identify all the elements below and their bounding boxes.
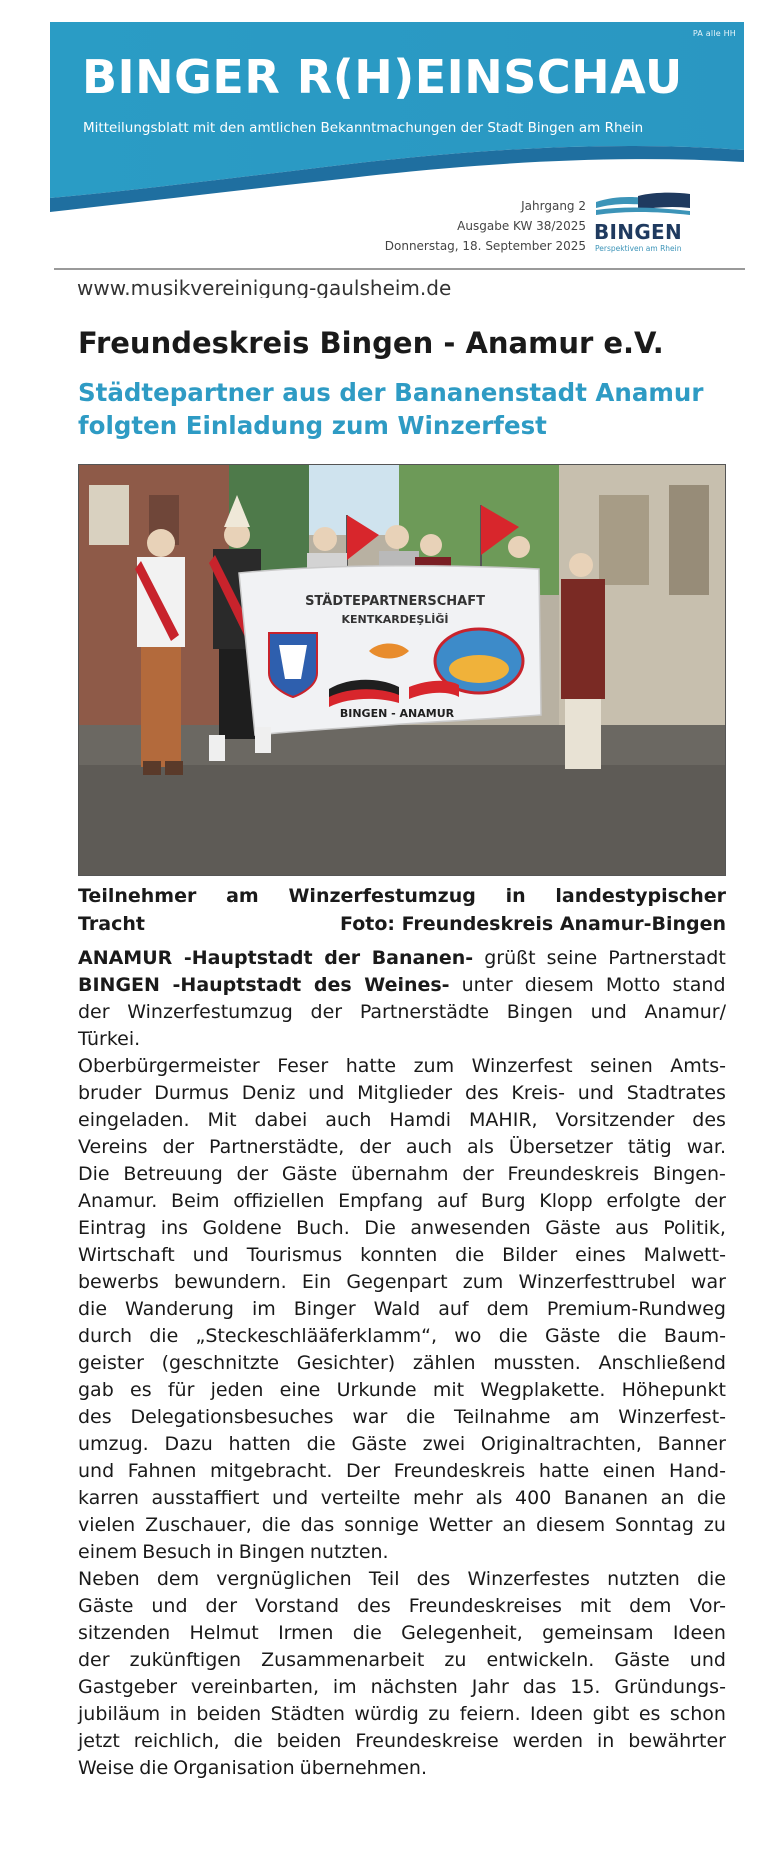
- body-line: Neben dem vergnüglichen Teil des Winzerfestes nutzten die: [78, 1568, 726, 1590]
- headline-line: folgten Einladung zum Winzerfest: [78, 411, 547, 440]
- body-line: Weise die Organisation übernehmen.: [78, 1757, 427, 1779]
- article: [0, 276, 761, 1862]
- body-line: und Fahnen mitgebracht. Der Freundeskreis hatte einen Hand-: [78, 1460, 726, 1482]
- article-photo: [78, 464, 726, 876]
- body-line: sitzenden Helmut Irmen die Gelegenheit, gemeinsam Ideen: [78, 1622, 726, 1644]
- caption-line2: [78, 910, 726, 938]
- body-line: karren ausstaffiert und verteilte mehr als 400 Bananen an die: [78, 1487, 726, 1509]
- issue-volume: Jahrgang 2: [521, 199, 586, 213]
- masthead-small-note: PA alle HH: [692, 29, 736, 38]
- lead-bold2: BINGEN -Hauptstadt des Weines-: [78, 974, 450, 996]
- body-line: bruder Durmus Deniz und Mitglieder des Kreis- und Stadtrates: [78, 1082, 726, 1104]
- article-body: [78, 945, 726, 1782]
- lead-text1: grüßt seine Partnerstadt: [473, 947, 726, 969]
- body-line: Anamur. Beim offiziellen Empfang auf Burg Klopp erfolgte der: [78, 1190, 726, 1212]
- lead-line1: [78, 945, 726, 972]
- caption-line1: Teilnehmer am Winzerfestumzug in landestypischer: [78, 885, 726, 907]
- lead-line2: [78, 972, 726, 999]
- bingen-logo: [594, 190, 694, 254]
- caption-left: Tracht: [78, 913, 145, 935]
- body-line: Oberbürgermeister Feser hatte zum Winzerfest seinen Amts-: [78, 1055, 726, 1077]
- body-line: jetzt reichlich, die beiden Freundeskreise werden in bewährter: [78, 1730, 726, 1752]
- article-headline: [78, 376, 748, 442]
- masthead-divider: [54, 268, 745, 270]
- body-line: Vereins der Partnerstädte, der auch als Übersetzer tätig war.: [78, 1136, 726, 1158]
- body-line: vielen Zuschauer, die das sonnige Wetter an diesem Sonntag zu: [78, 1514, 726, 1536]
- body-line: die Wanderung im Binger Wald auf dem Premium-Rundweg: [78, 1298, 726, 1320]
- body-line: umzug. Dazu hatten die Gäste zwei Originaltrachten, Banner: [78, 1433, 726, 1455]
- body-line: Die Betreuung der Gäste übernahm der Freundeskreis Bingen-: [78, 1163, 726, 1185]
- body-line: der Winzerfestumzug der Partnerstädte Bingen und Anamur/: [78, 1001, 726, 1023]
- body-line: Gastgeber vereinbarten, im nächsten Jahr das 15. Gründungs-: [78, 1676, 726, 1698]
- previous-article-cut-line: www.musikvereinigung-gaulsheim.de: [77, 276, 452, 298]
- lead-text2: unter diesem Motto stand: [449, 974, 726, 996]
- body-line: gab es für jeden eine Urkunde mit Wegplakette. Höhepunkt: [78, 1379, 726, 1401]
- body-line: Wirtschaft und Tourismus konnten die Bilder eines Malwett-: [78, 1244, 726, 1266]
- body-line: der zukünftigen Zusammenarbeit zu entwickeln. Gäste und: [78, 1649, 726, 1671]
- bingen-logo-tagline: Perspektiven am Rhein: [595, 244, 682, 253]
- body-lines: [78, 999, 726, 1782]
- body-line: Türkei.: [78, 1028, 141, 1050]
- caption-credit: Foto: Freundeskreis Anamur-Bingen: [340, 913, 726, 935]
- body-line: Eintrag ins Goldene Buch. Die anwesenden Gäste aus Politik,: [78, 1217, 726, 1239]
- body-line: des Delegationsbesuches war die Teilnahme am Winzerfest-: [78, 1406, 726, 1428]
- masthead-title: BINGER R(H)EINSCHAU: [82, 50, 683, 104]
- bingen-logo-word: BINGEN: [594, 220, 683, 244]
- body-line: eingeladen. Mit dabei auch Hamdi MAHIR, Vorsitzender des: [78, 1109, 726, 1131]
- parade-photo-illustration: [79, 465, 726, 876]
- issue-info: [385, 196, 586, 256]
- issue-edition: Ausgabe KW 38/2025: [457, 219, 586, 233]
- headline-line: Städtepartner aus der Bananenstadt Anamur: [78, 378, 704, 407]
- banner-text-line3: BINGEN - ANAMUR: [339, 707, 455, 720]
- body-line: bewerbs bewundern. Ein Gegenpart zum Winzerfesttrubel war: [78, 1271, 726, 1293]
- photo-caption: [78, 882, 726, 938]
- body-line: jubiläum in beiden Städten würdig zu feiern. Ideen gibt es schon: [78, 1703, 726, 1725]
- masthead-subtitle: Mitteilungsblatt mit den amtlichen Bekanntmachungen der Stadt Bingen am Rhein: [83, 120, 644, 136]
- bingen-logo-wave-icon: [594, 190, 694, 220]
- lead-bold1: ANAMUR -Hauptstadt der Bananen-: [78, 947, 474, 969]
- body-line: Gäste und der Vorstand des Freundeskreises mit dem Vor-: [78, 1595, 726, 1617]
- body-line: durch die „Steckeschlääferklamm“, wo die Gäste die Baum-: [78, 1325, 726, 1347]
- issue-date: Donnerstag, 18. September 2025: [384, 239, 586, 253]
- body-line: geister (geschnitzte Gesichter) zählen mussten. Anschließend: [78, 1352, 726, 1374]
- article-org-title: Freundeskreis Bingen - Anamur e.V.: [78, 326, 664, 360]
- masthead: [24, 0, 761, 290]
- body-line: einem Besuch in Bingen nutzten.: [78, 1541, 389, 1563]
- banner-text-line2: KENTKARDEŞLİĞİ: [341, 613, 449, 626]
- banner-text-line1: STÄDTEPARTNERSCHAFT: [305, 594, 485, 609]
